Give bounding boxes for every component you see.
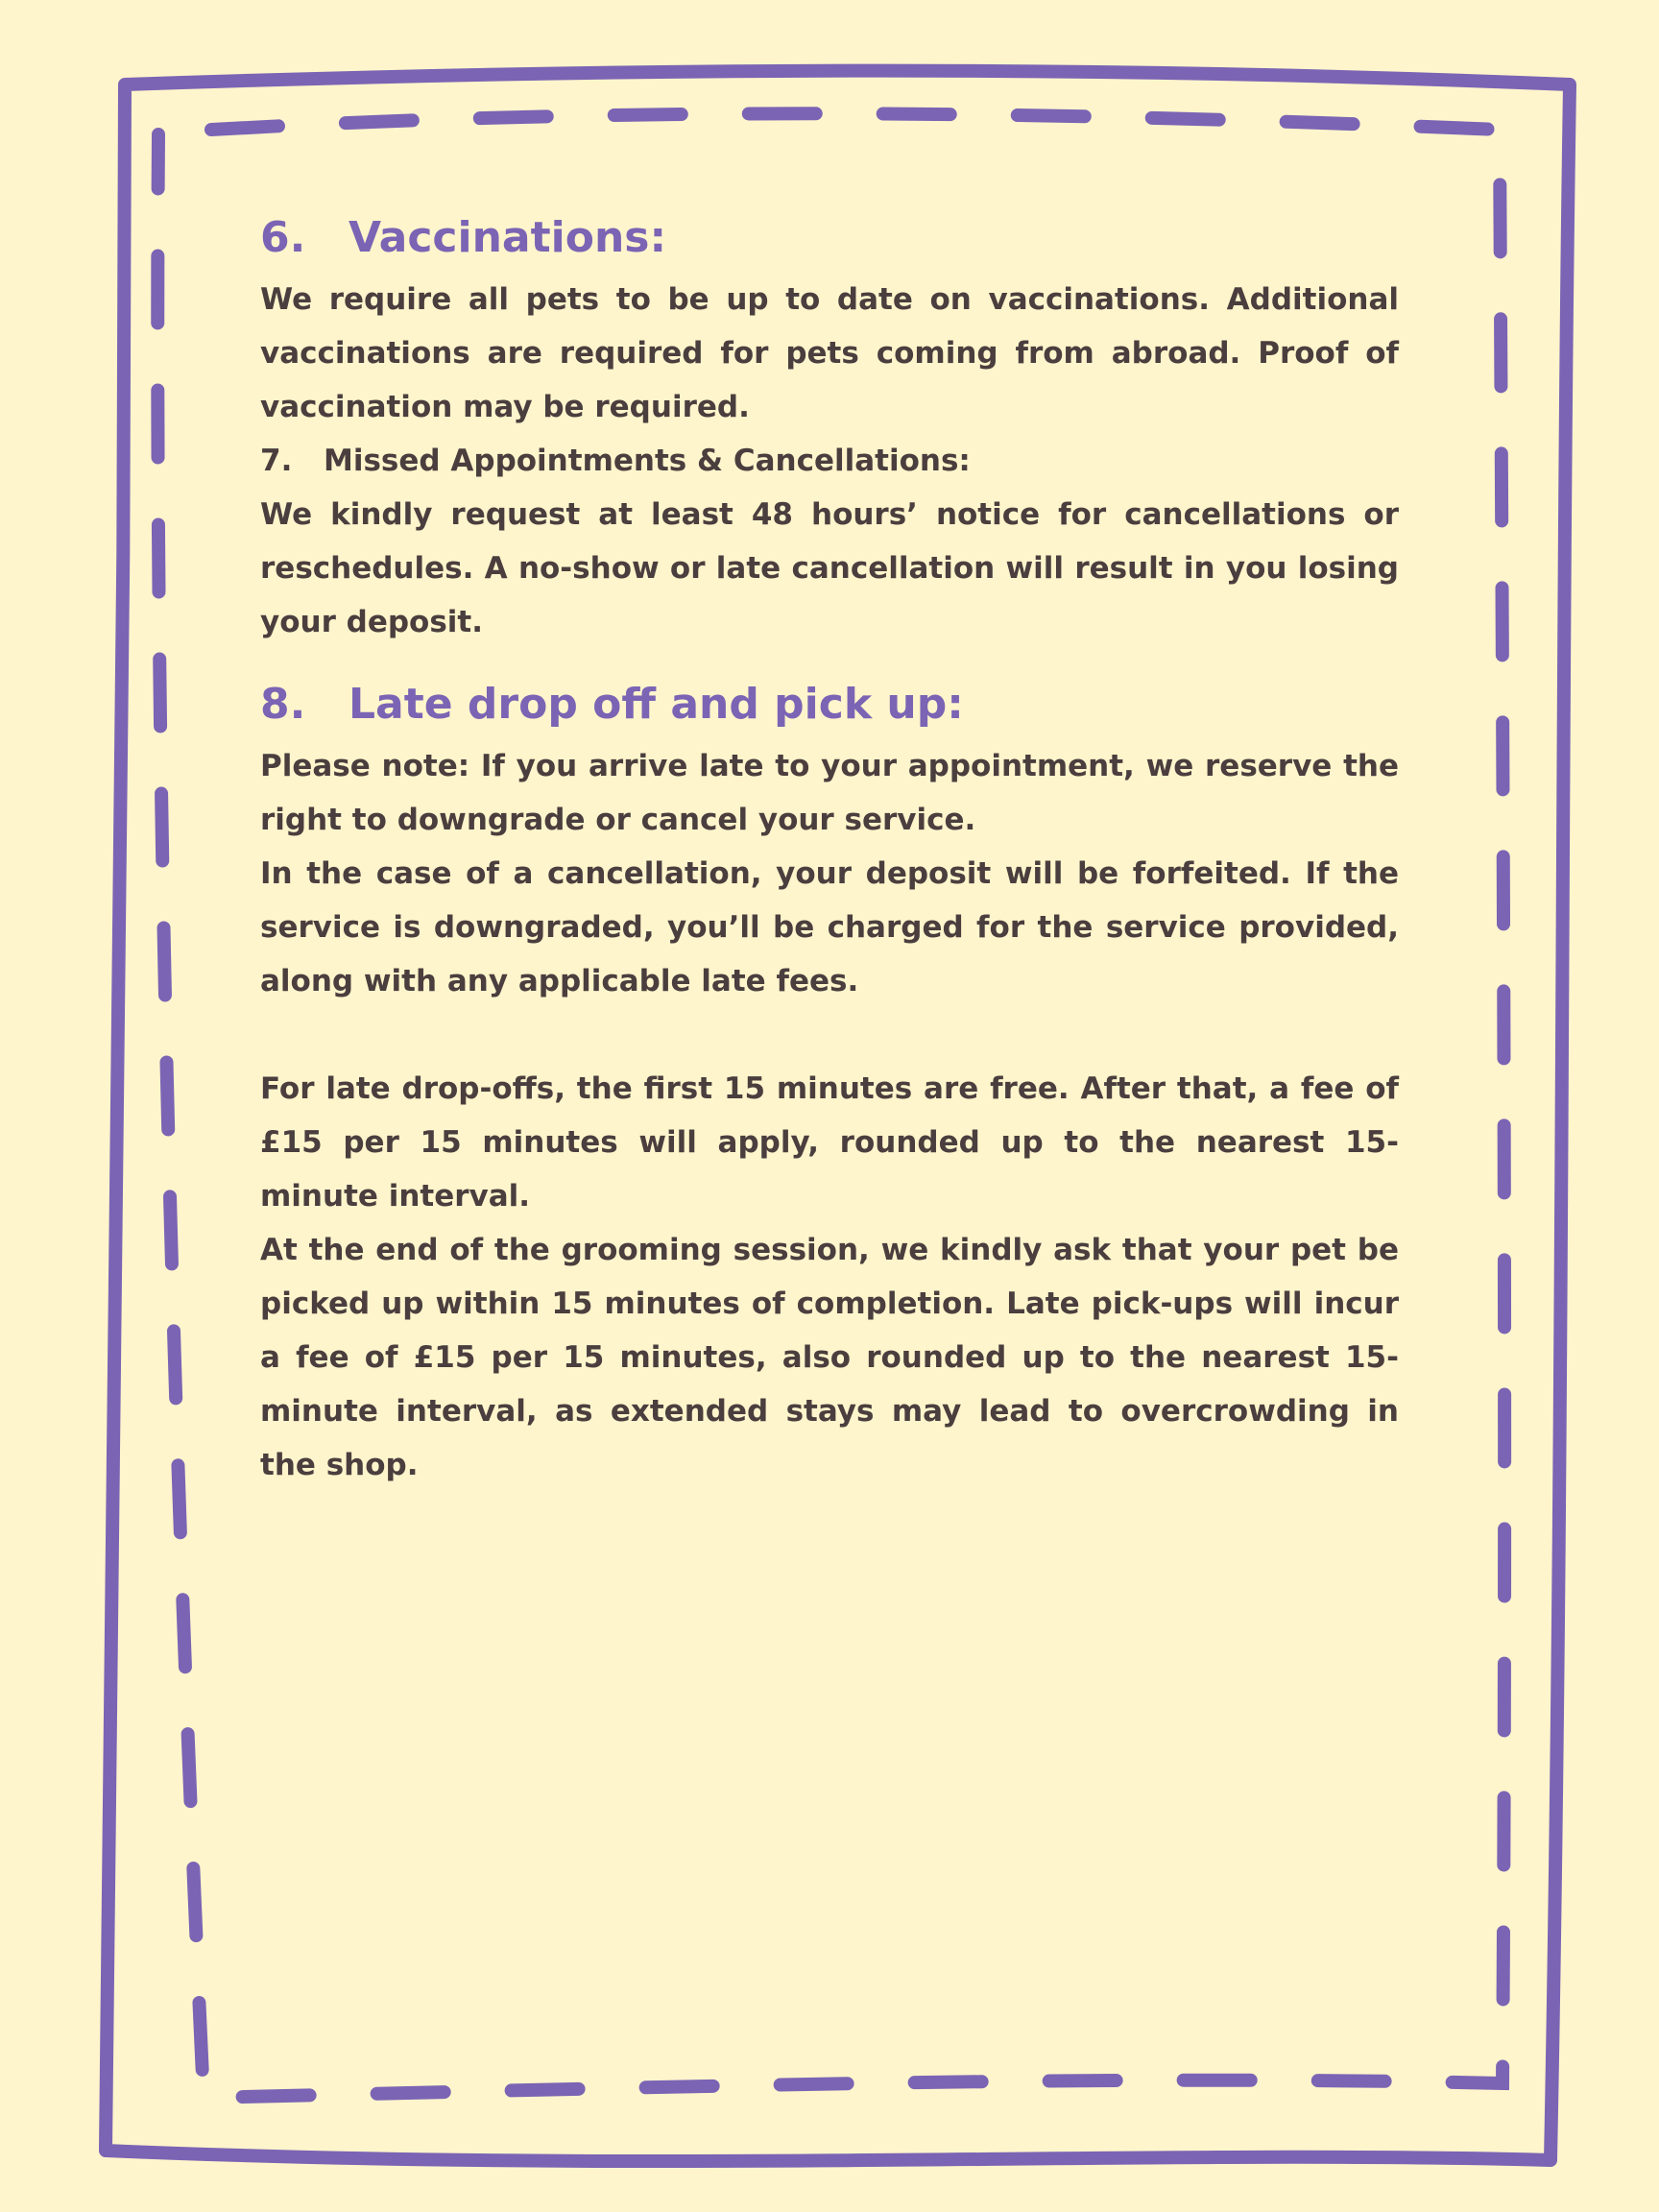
section-8-title: Late drop off and pick up: (349, 680, 964, 729)
section-6-title: Vaccinations: (349, 213, 667, 262)
section-7-heading (260, 434, 1399, 488)
section-7-body: We kindly request at least 48 hours’ notice for cancellations or reschedules. A no-show or late cancellation will result in you losing your deposit. (260, 497, 1399, 639)
section-6-heading (260, 211, 1399, 265)
spacer (260, 1008, 1399, 1062)
section-6-number: 6. (260, 213, 306, 262)
spacer (260, 649, 1399, 678)
section-6-body: We require all pets to be up to date on vaccinations. Additional vaccinations are required for pets coming from abroad. Proof of vaccination may be required. (260, 282, 1399, 424)
section-8-paragraph-1: Please note: If you arrive late to your appointment, we reserve the right to downgrade or cancel your service. (260, 749, 1399, 837)
section-8-paragraph-2: In the case of a cancellation, your deposit will be forfeited. If the service is downgraded, you’ll be charged for the service provided, along with any applicable late fees. (260, 856, 1399, 998)
section-8-paragraph-3: For late drop-offs, the first 15 minutes are free. After that, a fee of £15 per 15 minutes will apply, rounded up to the nearest 15-minute interval. (260, 1071, 1399, 1214)
section-8-heading (260, 678, 1399, 732)
section-7-title: Missed Appointments & Cancellations: (324, 444, 971, 478)
policy-content (260, 211, 1399, 1492)
section-7-number: 7. (260, 444, 293, 478)
section-8-number: 8. (260, 680, 306, 729)
section-8-paragraph-4: At the end of the grooming session, we kindly ask that your pet be picked up within 15 minutes of completion. Late pick-ups will incur a fee of £15 per 15 minutes, also rounded up to the nearest 15-minute interval, as extended stays may lead to overcrowding in the shop. (260, 1233, 1399, 1482)
